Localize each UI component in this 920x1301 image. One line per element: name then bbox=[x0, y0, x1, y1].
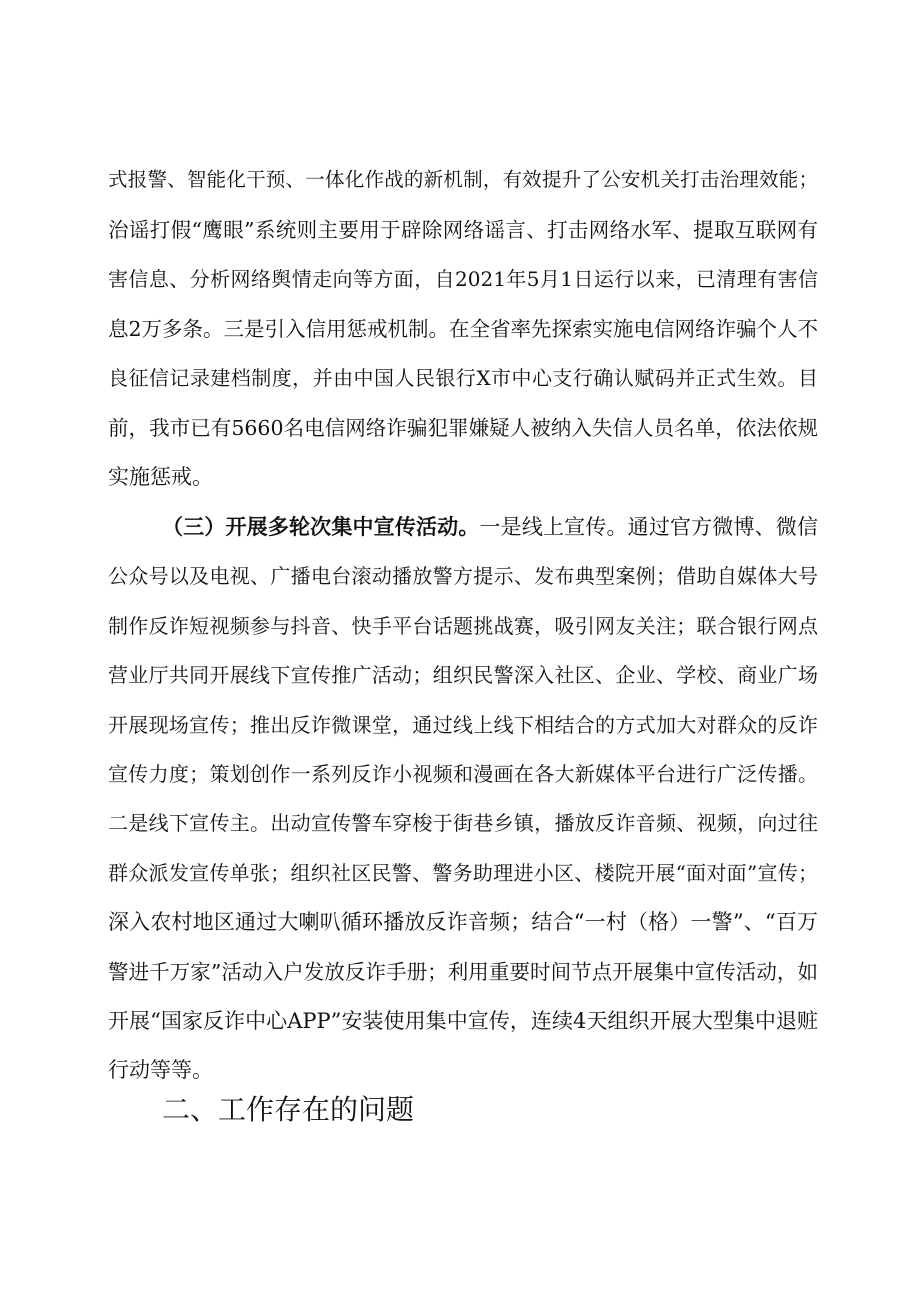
paragraph-2-line-12: 行动等等。 bbox=[108, 1058, 213, 1082]
subsection-heading: （三）开展多轮次集中宣传活动。 bbox=[162, 514, 480, 539]
paragraph-1-line-2: 治谣打假“鹰眼”系统则主要用于辟除网络谣言、打击网络水军、提取互联网有 bbox=[108, 218, 818, 242]
paragraph-1-line-6: 前，我市已有5660名电信网络诈骗犯罪嫌疑人被纳入失信人员名单，依法依规 bbox=[108, 416, 818, 440]
paragraph-2-line-6: 宣传力度；策划创作一系列反诈小视频和漫画在各大新媒体平台进行广泛传播。 bbox=[108, 762, 818, 786]
paragraph-2-line-1 bbox=[162, 512, 818, 542]
section-heading: 二、工作存在的问题 bbox=[162, 1093, 415, 1126]
paragraph-2-line-8: 群众派发宣传单张；组织社区民警、警务助理进小区、楼院开展“面对面”宣传； bbox=[108, 861, 818, 885]
paragraph-1-line-4: 息2万多条。三是引入信用惩戒机制。在全省率先探索实施电信网络诈骗个人不 bbox=[108, 317, 819, 341]
paragraph-1-line-5: 良征信记录建档制度，并由中国人民银行X市中心支行确认赋码并正式生效。目 bbox=[108, 366, 818, 390]
paragraph-2-line-4: 营业厅共同开展线下宣传推广活动；组织民警深入社区、企业、学校、商业广场 bbox=[108, 663, 818, 687]
paragraph-2-line-1-text: 一是线上宣传。通过官方微博、微信 bbox=[479, 515, 818, 539]
paragraph-1-line-1: 式报警、智能化干预、一体化作战的新机制，有效提升了公安机关打击治理效能； bbox=[108, 168, 818, 191]
paragraph-2-line-5: 开展现场宣传；推出反诈微课堂，通过线上线下相结合的方式加大对群众的反诈 bbox=[108, 713, 818, 737]
paragraph-1-line-3: 害信息、分析网络舆情走向等方面，自2021年5月1日运行以来，已清理有害信 bbox=[108, 267, 818, 291]
paragraph-2-line-2: 公众号以及电视、广播电台滚动播放警方提示、发布典型案例；借助自媒体大号 bbox=[108, 564, 818, 588]
paragraph-1-line-7: 实施惩戒。 bbox=[108, 465, 213, 489]
paragraph-2-line-7: 二是线下宣传主。出动宣传警车穿梭于街巷乡镇，播放反诈音频、视频，向过往 bbox=[108, 811, 818, 835]
paragraph-2-line-9: 深入农村地区通过大喇叭循环播放反诈音频；结合“一村（格）一警”、“百万 bbox=[108, 910, 818, 934]
paragraph-2-line-3: 制作反诈短视频参与抖音、快手平台话题挑战赛，吸引网友关注；联合银行网点 bbox=[108, 614, 818, 638]
paragraph-2-line-10: 警进千万家”活动入户发放反诈手册；利用重要时间节点开展集中宣传活动，如 bbox=[108, 960, 818, 984]
paragraph-2-line-11: 开展“国家反诈中心APP”安装使用集中宣传，连续4天组织开展大型集中退赃 bbox=[108, 1009, 818, 1033]
